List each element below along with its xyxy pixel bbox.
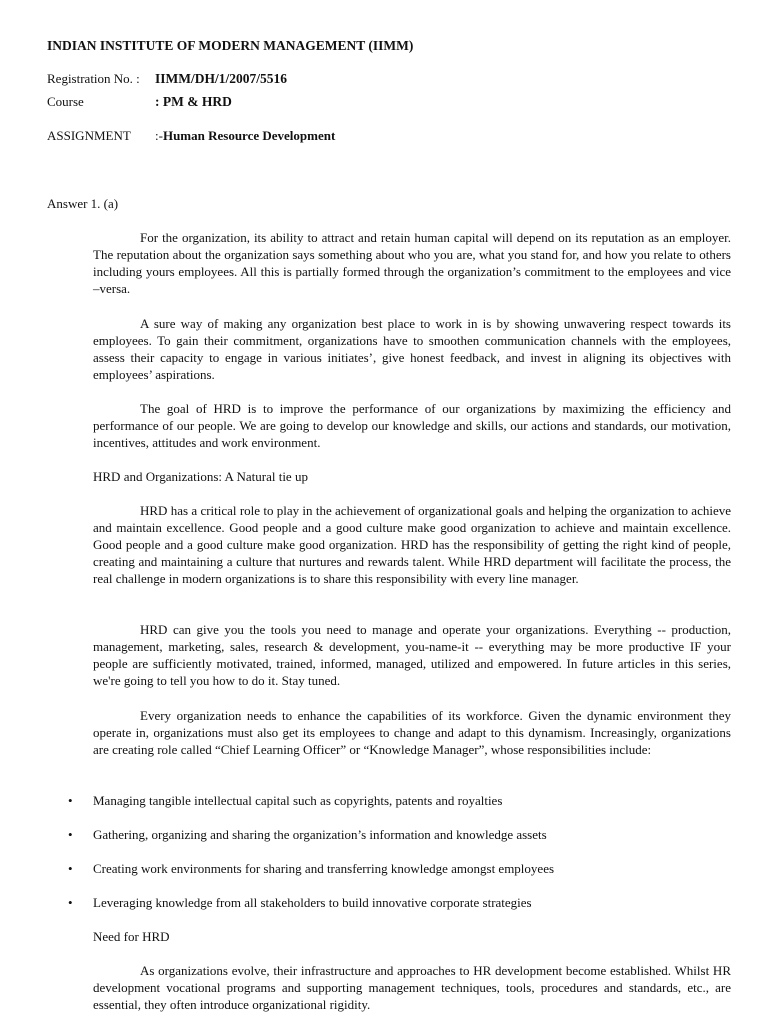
paragraph: HRD can give you the tools you need to manage and operate your organizations. Everything -- production, management, marketing, sales, research & development, you-name-it -- everything may be more productive IF your people are sufficiently motivated, trained, informed, managed, utilized and empowered. In future articles in this series, we're going to tell you how to do it. Stay tuned. — [93, 622, 731, 689]
paragraph: A sure way of making any organization best place to work in is by showing unwavering respect towards its employees. To gain their commitment, organizations have to smoothen communication channels with the employees, assess their capacity to engage in various initiates’, give honest feedback, and invest in aligning its objectives with employees’ aspirations. — [93, 316, 731, 383]
assignment-value: Human Resource Development — [162, 128, 336, 143]
paragraph: HRD has a critical role to play in the achievement of organizational goals and helping the organization to achieve and maintain excellence. Good people and a good culture make good organization to achieve and maintain excellence. Good people and a good culture make good organization. HRD has the responsibility of getting the right kind of people, creating and maintaining a culture that nurtures and rewards talent. While HRD department will facilitate the process, the real challenge in modern organizations is to share this responsibility with every line manager. — [93, 503, 731, 587]
list-item-text: Gathering, organizing and sharing the organization’s information and knowledge assets — [93, 827, 547, 842]
assignment-row — [47, 127, 547, 144]
list-item — [68, 826, 547, 843]
registration-label: Registration No. : — [47, 71, 140, 86]
list-item — [68, 860, 554, 877]
paragraph: Every organization needs to enhance the capabilities of its workforce. Given the dynamic environment they operate in, organizations must also get its employees to change and adapt to this dynamism. Increasingly, organizations are creating role called “Chief Learning Officer” or “Knowledge Manager”, whose responsibilities include: — [93, 708, 731, 758]
list-item-text: Leveraging knowledge from all stakeholders to build innovative corporate strategies — [93, 895, 532, 910]
paragraph: As organizations evolve, their infrastructure and approaches to HR development become established. Whilst HR development vocational programs and supporting management techniques, tools, procedures and standards, etc., are essential, they often introduce organizational rigidity. — [93, 963, 731, 1013]
subheading-need-for-hrd: Need for HRD — [93, 929, 170, 944]
registration-row — [47, 70, 447, 87]
answer-heading: Answer 1. (a) — [47, 196, 119, 211]
list-item-text: Managing tangible intellectual capital such as copyrights, patents and royalties — [93, 793, 503, 808]
paragraph: The goal of HRD is to improve the performance of our organizations by maximizing the efficiency and performance of our people. We are going to develop our knowledge and skills, our actions and standards, our motivation, incentives, attitudes and work environment. — [93, 401, 731, 451]
course-row — [47, 93, 447, 110]
course-label: Course — [47, 94, 84, 109]
subheading-hrd-organizations: HRD and Organizations: A Natural tie up — [93, 469, 308, 484]
bullet-icon: • — [68, 861, 73, 876]
assignment-label: ASSIGNMENT — [47, 128, 131, 143]
bullet-icon: • — [68, 827, 73, 842]
list-item — [68, 792, 502, 809]
list-item-text: Creating work environments for sharing and transferring knowledge amongst employees — [93, 861, 555, 876]
registration-value: IIMM/DH/1/2007/5516 — [155, 71, 287, 86]
course-value: : PM & HRD — [155, 94, 232, 109]
assignment-prefix: :- — [155, 128, 163, 143]
bullet-icon: • — [68, 793, 73, 808]
bullet-icon: • — [68, 895, 73, 910]
document-title: INDIAN INSTITUTE OF MODERN MANAGEMENT (IIMM) — [47, 38, 414, 53]
paragraph: For the organization, its ability to attract and retain human capital will depend on its reputation as an employer. The reputation about the organization says something about who you are, what you stand for, and how you relate to others including yours employees. All this is partially formed through the organization’s commitment to the employees and vice –versa. — [93, 230, 731, 297]
list-item — [68, 894, 532, 911]
